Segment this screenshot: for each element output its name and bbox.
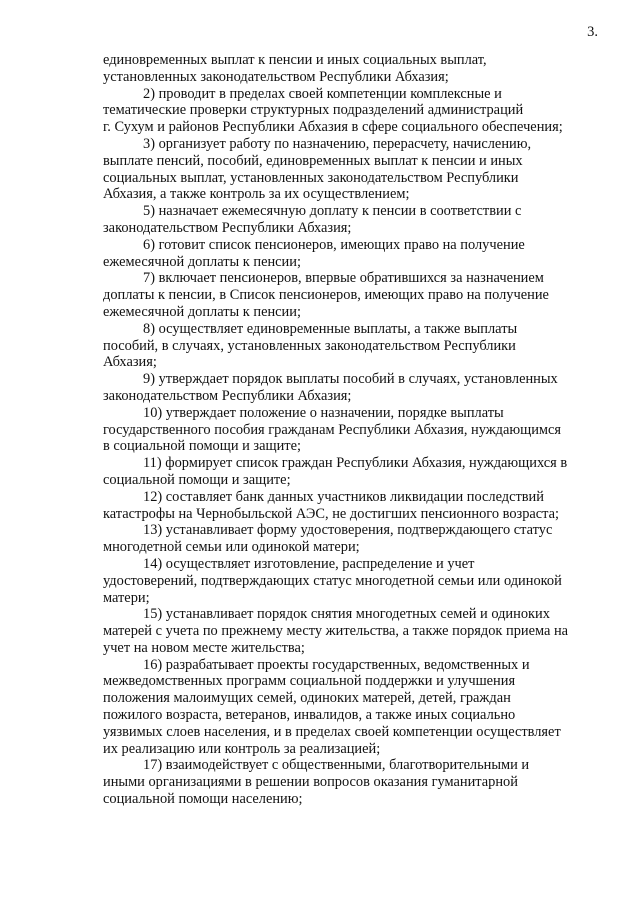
list-item-6: 6) готовит список пенсионеров, имеющих право на получение ежемесячной доплаты к пенсии; [103, 236, 525, 270]
paragraph-continuation: единовременных выплат к пенсии и иных социальных выплат, установленных законодательством Республики Абхазия; [103, 52, 487, 85]
list-item-14: 14) осуществляет изготовление, распределение и учет удостоверений, подтверждающих статус многодетной семьи или одинокой матери; [103, 555, 562, 606]
list-item-2: 2) проводит в пределах своей компетенции комплексные и тематические проверки структурных подразделений администраций г. Сухум и районов Республики Абхазия в сфере социального обеспечения; [103, 85, 563, 136]
list-item-11: 11) формирует список граждан Республики Абхазия, нуждающихся в социальной помощи и защите; [103, 455, 568, 488]
list-item-8: 8) осуществляет единовременные выплаты, а также выплаты пособий, в случаях, установленных законодательством Республики Абхазия; [103, 320, 518, 371]
list-item-3: 3) организует работу по назначению, перерасчету, начислению, выплате пенсий, пособий, единовременных выплат к пенсии и иных социальных выплат, установленных законодательством Республики Абхазия, а также контроль за их осуществлением; [103, 135, 532, 203]
list-item-12: 12) составляет банк данных участников ликвидации последствий катастрофы на Чернобыльской АЭС, не достигших пенсионного возраста; [103, 488, 560, 522]
list-item-13: 13) устанавливает форму удостоверения, подтверждающего статус многодетной семьи или одинокой матери; [103, 522, 553, 556]
list-item-9: 9) утверждает порядок выплаты пособий в случаях, установленных законодательством Республики Абхазия; [103, 371, 558, 404]
list-item-17: 17) взаимодействует с общественными, благотворительными и иными организациями в решении вопросов оказания гуманитарной социальной помощи населению; [103, 757, 530, 808]
list-item-15: 15) устанавливает порядок снятия многодетных семей и одиноких матерей с учета по прежнему месту жительства, а также порядок приема на учет на новом месте жительства; [103, 606, 569, 656]
list-item-10: 10) утверждает положение о назначении, порядке выплаты государственного пособия гражданам Республики Абхазия, нуждающимся в социальной помощи и защите; [103, 404, 562, 455]
list-item-16: 16) разрабатывает проекты государственных, ведомственных и межведомственных программ социальной поддержки и улучшения положения малоимущих семей, одиноких матерей, детей, граждан пожилого возраста, ветеранов, инвалидов, а также иных социально уязвимых слоев населения, и в пределах своей компетенции осуществляет их реализацию или контроль за реализацией; [103, 656, 561, 757]
list-item-5: 5) назначает ежемесячную доплату к пенсии в соответствии с законодательством Республики Абхазия; [103, 203, 522, 236]
document-body [103, 52, 594, 808]
page-number: 3. [587, 24, 598, 40]
list-item-7: 7) включает пенсионеров, впервые обратившихся за назначением доплаты к пенсии, в Список пенсионеров, имеющих право на получение ежемесячной доплаты к пенсии; [103, 270, 549, 320]
